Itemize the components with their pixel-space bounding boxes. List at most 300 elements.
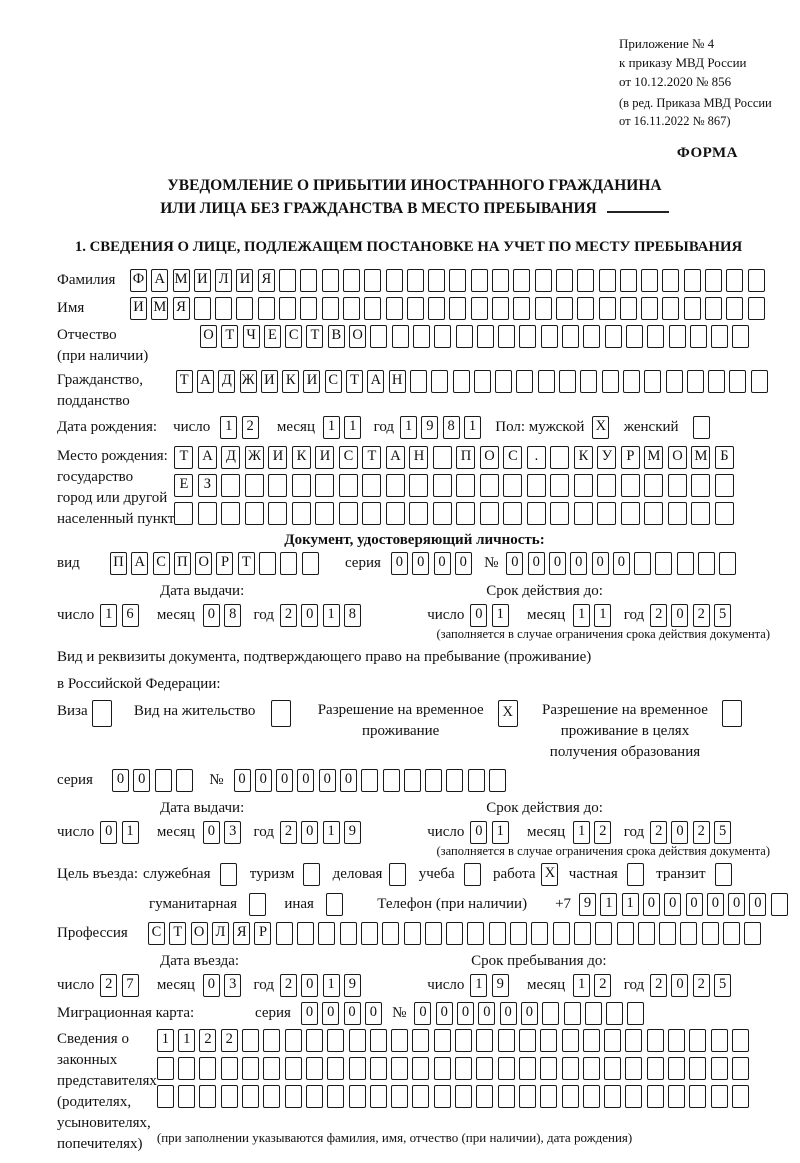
- char-box[interactable]: [519, 1029, 536, 1052]
- char-box[interactable]: [627, 863, 644, 886]
- char-box[interactable]: Е: [264, 325, 281, 348]
- char-box[interactable]: [627, 1002, 644, 1025]
- char-box[interactable]: [409, 474, 428, 497]
- char-box[interactable]: [626, 325, 643, 348]
- char-box[interactable]: 2: [280, 604, 297, 627]
- char-box[interactable]: [553, 922, 570, 945]
- char-box[interactable]: [279, 269, 296, 292]
- char-box[interactable]: 0: [276, 769, 293, 792]
- char-box[interactable]: [362, 474, 381, 497]
- char-box[interactable]: [684, 269, 701, 292]
- char-box[interactable]: [446, 769, 463, 792]
- birthplace-row1-boxes[interactable]: [174, 446, 738, 469]
- char-box[interactable]: 0: [434, 552, 451, 575]
- char-box[interactable]: 0: [203, 974, 220, 997]
- char-box[interactable]: [519, 1057, 536, 1080]
- char-box[interactable]: О: [349, 325, 366, 348]
- char-box[interactable]: Д: [218, 370, 235, 393]
- char-box[interactable]: 0: [297, 769, 314, 792]
- char-box[interactable]: [474, 370, 491, 393]
- char-box[interactable]: 0: [707, 893, 724, 916]
- representatives-row1-boxes[interactable]: [157, 1029, 753, 1052]
- char-box[interactable]: [198, 502, 217, 525]
- edu-permit-checkbox[interactable]: [722, 700, 746, 727]
- char-box[interactable]: [715, 863, 732, 886]
- char-box[interactable]: 0: [112, 769, 129, 792]
- char-box[interactable]: 1: [400, 416, 417, 439]
- char-box[interactable]: [540, 1085, 557, 1108]
- char-box[interactable]: [327, 1057, 344, 1080]
- char-box[interactable]: О: [668, 446, 687, 469]
- char-box[interactable]: 0: [592, 552, 609, 575]
- char-box[interactable]: [702, 922, 719, 945]
- char-box[interactable]: А: [151, 269, 168, 292]
- char-box[interactable]: [176, 769, 193, 792]
- char-box[interactable]: [748, 269, 765, 292]
- char-box[interactable]: 0: [664, 893, 681, 916]
- char-box[interactable]: М: [151, 297, 168, 320]
- char-box[interactable]: [711, 1029, 728, 1052]
- char-box[interactable]: 0: [613, 552, 630, 575]
- residence-permit-checkbox[interactable]: [271, 700, 295, 727]
- char-box[interactable]: [644, 474, 663, 497]
- char-box[interactable]: [480, 474, 499, 497]
- char-box[interactable]: [349, 1085, 366, 1108]
- char-box[interactable]: [476, 1085, 493, 1108]
- purpose-study-checkbox[interactable]: [464, 863, 485, 886]
- char-box[interactable]: 0: [506, 552, 523, 575]
- char-box[interactable]: [644, 502, 663, 525]
- char-box[interactable]: [668, 1057, 685, 1080]
- char-box[interactable]: 0: [528, 552, 545, 575]
- char-box[interactable]: 2: [693, 974, 710, 997]
- char-box[interactable]: Ж: [240, 370, 257, 393]
- iddoc-number-boxes[interactable]: [506, 552, 740, 575]
- char-box[interactable]: [468, 769, 485, 792]
- char-box[interactable]: 2: [280, 821, 297, 844]
- char-box[interactable]: 5: [714, 604, 731, 627]
- char-box[interactable]: [370, 1085, 387, 1108]
- char-box[interactable]: [711, 325, 728, 348]
- char-box[interactable]: [263, 1085, 280, 1108]
- char-box[interactable]: [604, 1029, 621, 1052]
- char-box[interactable]: [562, 325, 579, 348]
- char-box[interactable]: 0: [365, 1002, 382, 1025]
- char-box[interactable]: У: [597, 446, 616, 469]
- char-box[interactable]: [623, 370, 640, 393]
- char-box[interactable]: [620, 269, 637, 292]
- char-box[interactable]: Ж: [245, 446, 264, 469]
- char-box[interactable]: [318, 922, 335, 945]
- char-box[interactable]: [456, 325, 473, 348]
- char-box[interactable]: [407, 297, 424, 320]
- char-box[interactable]: [285, 1029, 302, 1052]
- char-box[interactable]: 0: [686, 893, 703, 916]
- char-box[interactable]: [732, 1029, 749, 1052]
- char-box[interactable]: О: [191, 922, 208, 945]
- char-box[interactable]: 9: [492, 974, 509, 997]
- char-box[interactable]: К: [292, 446, 311, 469]
- char-box[interactable]: Б: [715, 446, 734, 469]
- char-box[interactable]: [292, 474, 311, 497]
- char-box[interactable]: [370, 325, 387, 348]
- char-box[interactable]: [349, 1057, 366, 1080]
- char-box[interactable]: [519, 325, 536, 348]
- char-box[interactable]: [434, 325, 451, 348]
- char-box[interactable]: [326, 893, 343, 916]
- char-box[interactable]: И: [261, 370, 278, 393]
- char-box[interactable]: А: [367, 370, 384, 393]
- char-box[interactable]: П: [174, 552, 191, 575]
- char-box[interactable]: [302, 552, 319, 575]
- char-box[interactable]: 9: [579, 893, 596, 916]
- char-box[interactable]: [433, 502, 452, 525]
- char-box[interactable]: [92, 700, 112, 727]
- char-box[interactable]: 0: [133, 769, 150, 792]
- char-box[interactable]: [498, 1029, 515, 1052]
- char-box[interactable]: [215, 297, 232, 320]
- char-box[interactable]: [669, 325, 686, 348]
- char-box[interactable]: [446, 922, 463, 945]
- char-box[interactable]: С: [148, 922, 165, 945]
- char-box[interactable]: X: [498, 700, 518, 727]
- char-box[interactable]: [155, 769, 172, 792]
- char-box[interactable]: X: [592, 416, 609, 439]
- char-box[interactable]: [527, 502, 546, 525]
- char-box[interactable]: 1: [344, 416, 361, 439]
- char-box[interactable]: 1: [323, 416, 340, 439]
- birthplace-row2-boxes[interactable]: [174, 474, 738, 497]
- birthplace-row3-boxes[interactable]: [174, 502, 738, 525]
- char-box[interactable]: [577, 269, 594, 292]
- char-box[interactable]: [220, 863, 237, 886]
- char-box[interactable]: 2: [650, 604, 667, 627]
- char-box[interactable]: [425, 922, 442, 945]
- char-box[interactable]: Р: [621, 446, 640, 469]
- char-box[interactable]: 0: [340, 769, 357, 792]
- char-box[interactable]: 1: [157, 1029, 174, 1052]
- birth-year-boxes[interactable]: [400, 416, 485, 439]
- char-box[interactable]: [503, 502, 522, 525]
- char-box[interactable]: [715, 474, 734, 497]
- char-box[interactable]: [322, 297, 339, 320]
- char-box[interactable]: 0: [322, 1002, 339, 1025]
- char-box[interactable]: [711, 1085, 728, 1108]
- char-box[interactable]: 0: [470, 604, 487, 627]
- char-box[interactable]: 1: [470, 974, 487, 997]
- char-box[interactable]: [550, 474, 569, 497]
- char-box[interactable]: [410, 370, 427, 393]
- char-box[interactable]: [634, 552, 651, 575]
- char-box[interactable]: И: [130, 297, 147, 320]
- char-box[interactable]: Т: [306, 325, 323, 348]
- char-box[interactable]: [503, 474, 522, 497]
- char-box[interactable]: [434, 1029, 451, 1052]
- char-box[interactable]: А: [198, 446, 217, 469]
- migcard-number-boxes[interactable]: [414, 1002, 648, 1025]
- char-box[interactable]: М: [644, 446, 663, 469]
- char-box[interactable]: [708, 370, 725, 393]
- char-box[interactable]: [300, 269, 317, 292]
- char-box[interactable]: 0: [203, 821, 220, 844]
- char-box[interactable]: Т: [238, 552, 255, 575]
- char-box[interactable]: [327, 1029, 344, 1052]
- char-box[interactable]: [370, 1057, 387, 1080]
- purpose-transit-checkbox[interactable]: [715, 863, 736, 886]
- char-box[interactable]: [625, 1057, 642, 1080]
- char-box[interactable]: 0: [203, 604, 220, 627]
- stay-month-boxes[interactable]: [573, 974, 616, 997]
- char-box[interactable]: [285, 1057, 302, 1080]
- char-box[interactable]: [577, 297, 594, 320]
- char-box[interactable]: 9: [421, 416, 438, 439]
- char-box[interactable]: [689, 1057, 706, 1080]
- char-box[interactable]: [263, 1029, 280, 1052]
- char-box[interactable]: [306, 1085, 323, 1108]
- char-box[interactable]: [236, 297, 253, 320]
- char-box[interactable]: П: [456, 446, 475, 469]
- char-box[interactable]: [276, 922, 293, 945]
- birth-day-boxes[interactable]: [220, 416, 263, 439]
- char-box[interactable]: [404, 922, 421, 945]
- char-box[interactable]: [263, 1057, 280, 1080]
- char-box[interactable]: [471, 269, 488, 292]
- char-box[interactable]: [668, 474, 687, 497]
- char-box[interactable]: 1: [573, 974, 590, 997]
- char-box[interactable]: [391, 1029, 408, 1052]
- char-box[interactable]: [687, 370, 704, 393]
- char-box[interactable]: 2: [693, 821, 710, 844]
- char-box[interactable]: 1: [573, 604, 590, 627]
- char-box[interactable]: [392, 325, 409, 348]
- char-box[interactable]: [677, 552, 694, 575]
- char-box[interactable]: [280, 552, 297, 575]
- char-box[interactable]: [647, 325, 664, 348]
- char-box[interactable]: [538, 370, 555, 393]
- char-box[interactable]: [625, 1029, 642, 1052]
- char-box[interactable]: 1: [622, 893, 639, 916]
- char-box[interactable]: [647, 1085, 664, 1108]
- char-box[interactable]: [434, 1057, 451, 1080]
- stay-day-boxes[interactable]: [470, 974, 513, 997]
- char-box[interactable]: [604, 1057, 621, 1080]
- char-box[interactable]: А: [131, 552, 148, 575]
- char-box[interactable]: [285, 1085, 302, 1108]
- char-box[interactable]: [559, 370, 576, 393]
- temp-permit-checkbox[interactable]: [498, 700, 522, 727]
- char-box[interactable]: С: [325, 370, 342, 393]
- char-box[interactable]: 0: [478, 1002, 495, 1025]
- char-box[interactable]: [662, 297, 679, 320]
- char-box[interactable]: М: [173, 269, 190, 292]
- permit-number-boxes[interactable]: [234, 769, 511, 792]
- migcard-series-boxes[interactable]: [301, 1002, 386, 1025]
- char-box[interactable]: [389, 863, 406, 886]
- purpose-private-checkbox[interactable]: [627, 863, 648, 886]
- char-box[interactable]: [597, 474, 616, 497]
- char-box[interactable]: 1: [220, 416, 237, 439]
- char-box[interactable]: [268, 502, 287, 525]
- char-box[interactable]: [370, 1029, 387, 1052]
- entry-day-boxes[interactable]: [100, 974, 143, 997]
- char-box[interactable]: [602, 370, 619, 393]
- char-box[interactable]: [550, 502, 569, 525]
- char-box[interactable]: [719, 552, 736, 575]
- char-box[interactable]: [621, 502, 640, 525]
- char-box[interactable]: [723, 922, 740, 945]
- permit-series-boxes[interactable]: [112, 769, 197, 792]
- char-box[interactable]: [386, 297, 403, 320]
- char-box[interactable]: [199, 1085, 216, 1108]
- iddoc-issue-month-boxes[interactable]: [203, 604, 246, 627]
- char-box[interactable]: [583, 1029, 600, 1052]
- char-box[interactable]: X: [541, 863, 558, 886]
- char-box[interactable]: .: [527, 446, 546, 469]
- char-box[interactable]: [684, 297, 701, 320]
- char-box[interactable]: 8: [224, 604, 241, 627]
- char-box[interactable]: [535, 269, 552, 292]
- char-box[interactable]: [315, 474, 334, 497]
- char-box[interactable]: 0: [671, 604, 688, 627]
- char-box[interactable]: С: [285, 325, 302, 348]
- char-box[interactable]: 6: [122, 604, 139, 627]
- char-box[interactable]: 3: [224, 974, 241, 997]
- char-box[interactable]: [531, 922, 548, 945]
- char-box[interactable]: [455, 1029, 472, 1052]
- char-box[interactable]: [361, 922, 378, 945]
- char-box[interactable]: 0: [570, 552, 587, 575]
- char-box[interactable]: [550, 446, 569, 469]
- iddoc-valid-day-boxes[interactable]: [470, 604, 513, 627]
- char-box[interactable]: [540, 1057, 557, 1080]
- char-box[interactable]: [638, 922, 655, 945]
- char-box[interactable]: 0: [549, 552, 566, 575]
- char-box[interactable]: Т: [176, 370, 193, 393]
- char-box[interactable]: З: [198, 474, 217, 497]
- char-box[interactable]: [583, 1085, 600, 1108]
- char-box[interactable]: [157, 1085, 174, 1108]
- char-box[interactable]: [647, 1057, 664, 1080]
- char-box[interactable]: [178, 1057, 195, 1080]
- char-box[interactable]: 0: [436, 1002, 453, 1025]
- char-box[interactable]: 9: [344, 974, 361, 997]
- char-box[interactable]: И: [303, 370, 320, 393]
- char-box[interactable]: [595, 922, 612, 945]
- char-box[interactable]: Т: [362, 446, 381, 469]
- char-box[interactable]: [583, 325, 600, 348]
- char-box[interactable]: [349, 1029, 366, 1052]
- char-box[interactable]: 0: [470, 821, 487, 844]
- char-box[interactable]: [433, 474, 452, 497]
- char-box[interactable]: 0: [391, 552, 408, 575]
- birth-month-boxes[interactable]: [323, 416, 366, 439]
- char-box[interactable]: 0: [414, 1002, 431, 1025]
- char-box[interactable]: Я: [258, 269, 275, 292]
- char-box[interactable]: [771, 893, 788, 916]
- char-box[interactable]: [386, 502, 405, 525]
- char-box[interactable]: Я: [233, 922, 250, 945]
- entry-month-boxes[interactable]: [203, 974, 246, 997]
- char-box[interactable]: [621, 474, 640, 497]
- char-box[interactable]: И: [268, 446, 287, 469]
- char-box[interactable]: [242, 1029, 259, 1052]
- char-box[interactable]: [449, 269, 466, 292]
- char-box[interactable]: [249, 893, 266, 916]
- char-box[interactable]: [732, 1057, 749, 1080]
- char-box[interactable]: [585, 1002, 602, 1025]
- char-box[interactable]: Е: [174, 474, 193, 497]
- char-box[interactable]: Р: [254, 922, 271, 945]
- char-box[interactable]: [480, 502, 499, 525]
- permit-issue-year-boxes[interactable]: [280, 821, 365, 844]
- char-box[interactable]: С: [503, 446, 522, 469]
- visa-checkbox[interactable]: [92, 700, 116, 727]
- purpose-work-checkbox[interactable]: [541, 863, 562, 886]
- char-box[interactable]: [361, 769, 378, 792]
- char-box[interactable]: [434, 1085, 451, 1108]
- char-box[interactable]: К: [574, 446, 593, 469]
- char-box[interactable]: [556, 297, 573, 320]
- char-box[interactable]: [364, 269, 381, 292]
- char-box[interactable]: [580, 370, 597, 393]
- char-box[interactable]: С: [339, 446, 358, 469]
- char-box[interactable]: [498, 325, 515, 348]
- char-box[interactable]: [245, 502, 264, 525]
- char-box[interactable]: [259, 552, 276, 575]
- char-box[interactable]: [527, 474, 546, 497]
- char-box[interactable]: И: [315, 446, 334, 469]
- char-box[interactable]: 0: [500, 1002, 517, 1025]
- purpose-tourism-checkbox[interactable]: [303, 863, 324, 886]
- char-box[interactable]: Ф: [130, 269, 147, 292]
- char-box[interactable]: [467, 922, 484, 945]
- char-box[interactable]: [668, 1085, 685, 1108]
- char-box[interactable]: 1: [100, 604, 117, 627]
- char-box[interactable]: [339, 474, 358, 497]
- char-box[interactable]: [364, 297, 381, 320]
- char-box[interactable]: [456, 474, 475, 497]
- char-box[interactable]: [386, 474, 405, 497]
- char-box[interactable]: 1: [464, 416, 481, 439]
- char-box[interactable]: [597, 502, 616, 525]
- char-box[interactable]: [698, 552, 715, 575]
- char-box[interactable]: [498, 1057, 515, 1080]
- char-box[interactable]: Н: [389, 370, 406, 393]
- char-box[interactable]: [583, 1057, 600, 1080]
- char-box[interactable]: Т: [346, 370, 363, 393]
- char-box[interactable]: О: [480, 446, 499, 469]
- char-box[interactable]: [625, 1085, 642, 1108]
- char-box[interactable]: [268, 474, 287, 497]
- char-box[interactable]: [391, 1057, 408, 1080]
- char-box[interactable]: 2: [242, 416, 259, 439]
- char-box[interactable]: 1: [122, 821, 139, 844]
- char-box[interactable]: [340, 922, 357, 945]
- char-box[interactable]: [564, 1002, 581, 1025]
- char-box[interactable]: Т: [174, 446, 193, 469]
- char-box[interactable]: [519, 1085, 536, 1108]
- char-box[interactable]: [605, 325, 622, 348]
- iddoc-issue-day-boxes[interactable]: [100, 604, 143, 627]
- char-box[interactable]: [157, 1057, 174, 1080]
- char-box[interactable]: 8: [443, 416, 460, 439]
- char-box[interactable]: [498, 1085, 515, 1108]
- char-box[interactable]: [453, 370, 470, 393]
- char-box[interactable]: [428, 297, 445, 320]
- char-box[interactable]: О: [195, 552, 212, 575]
- char-box[interactable]: [541, 325, 558, 348]
- char-box[interactable]: [476, 1057, 493, 1080]
